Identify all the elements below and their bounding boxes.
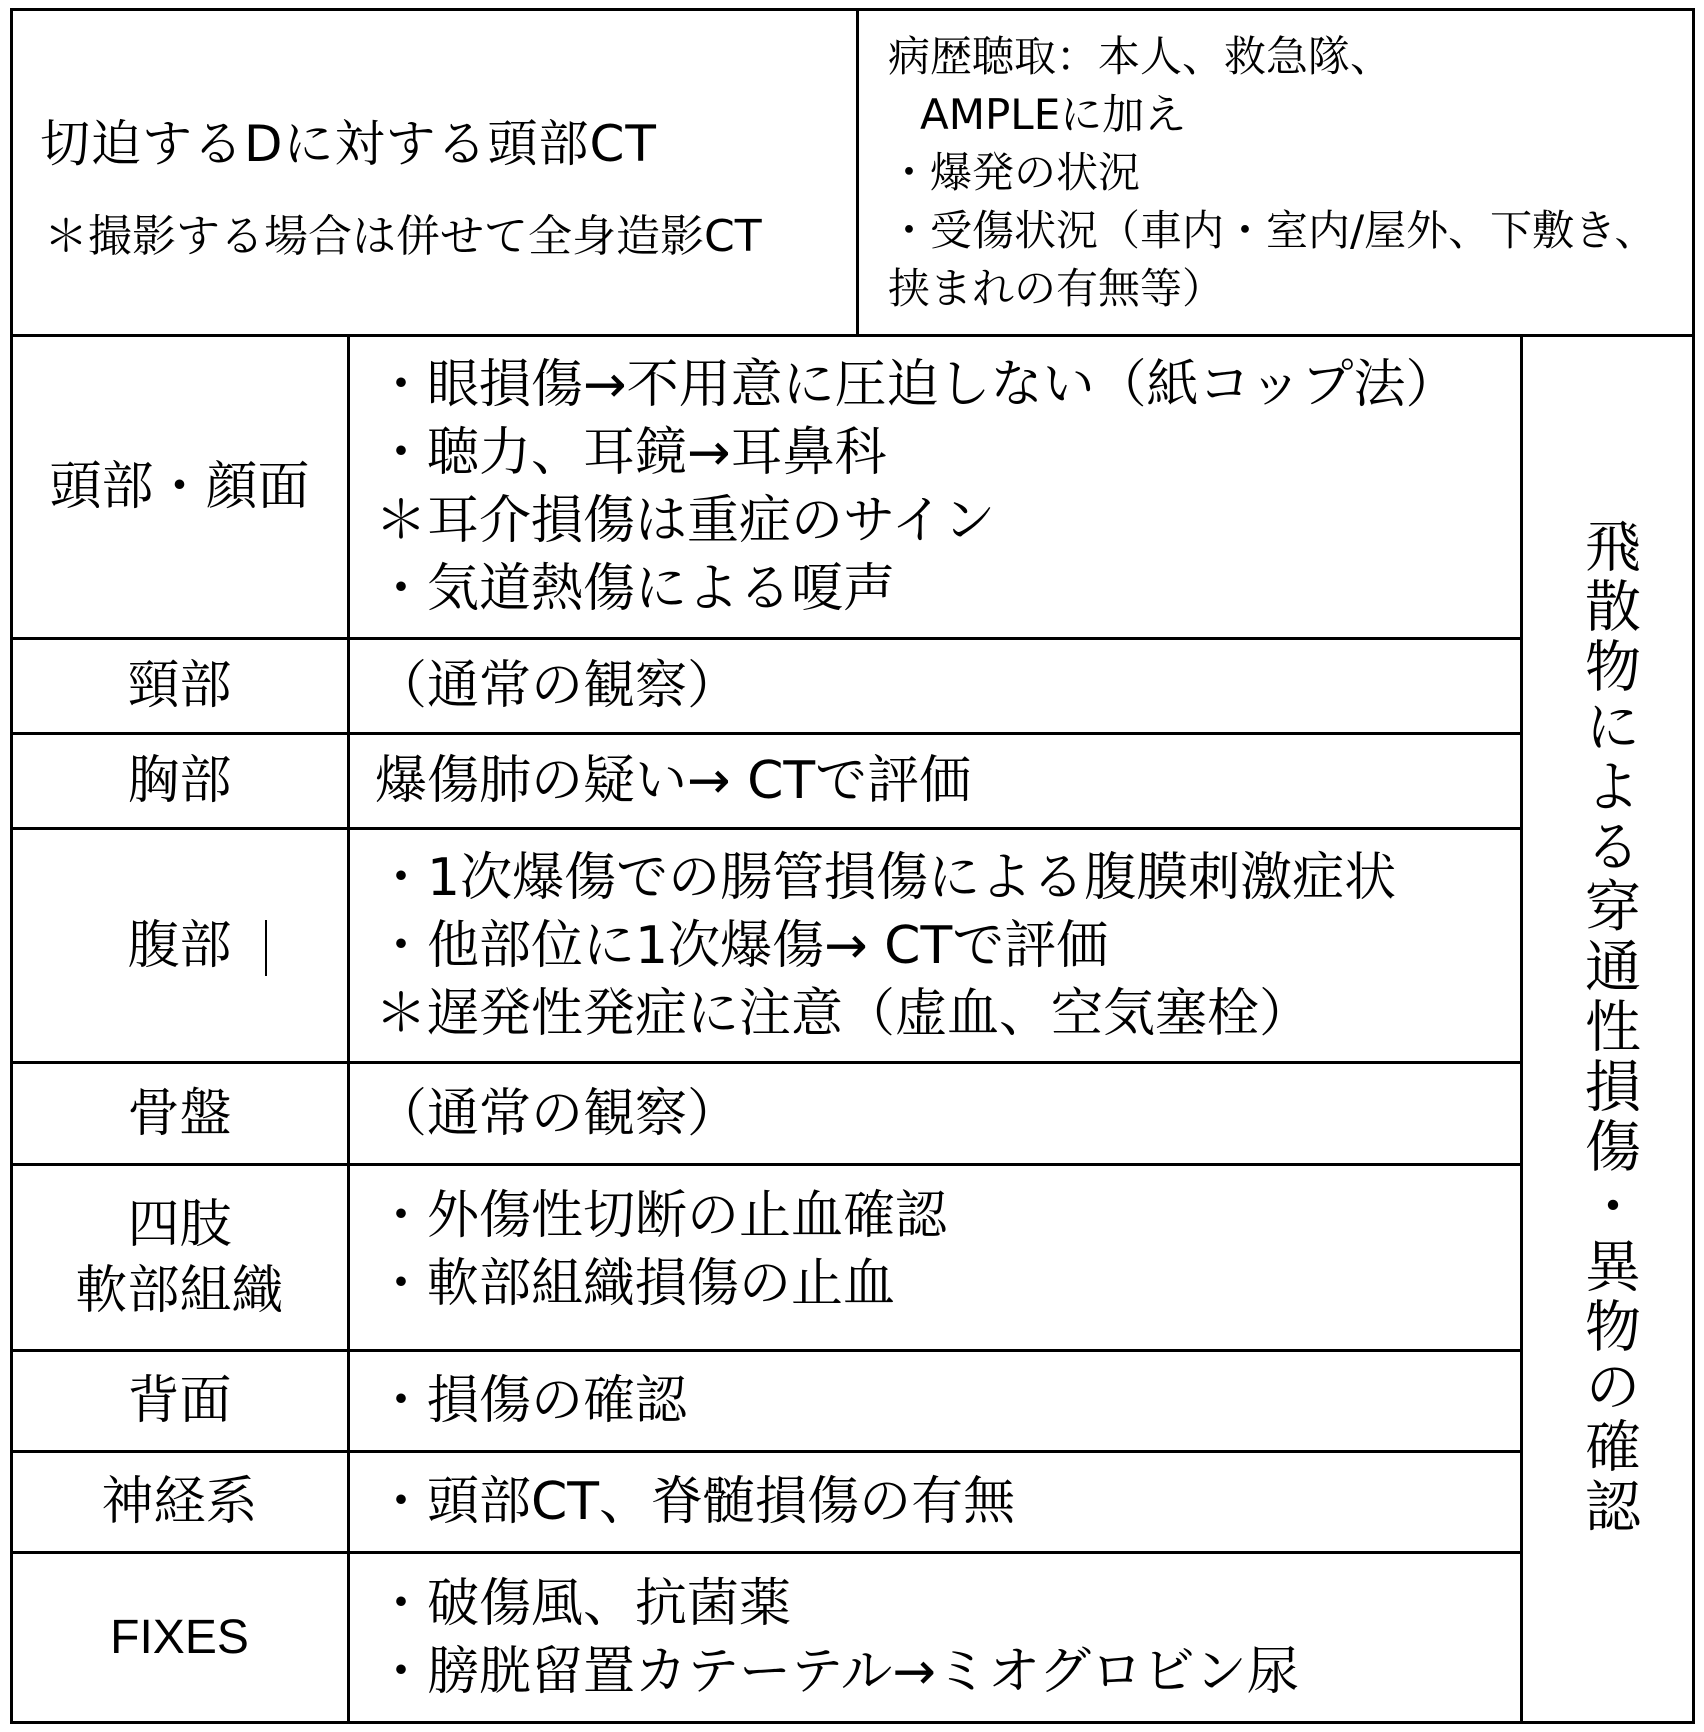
list-item: 爆傷肺の疑い→ CTで評価 (375, 751, 972, 811)
list-item: ・膀胱留置カテーテル→ミオグロビン尿 (375, 1641, 1299, 1702)
top-divider (856, 8, 859, 340)
head-ct-title: 切迫するDに対する頭部CT (40, 115, 657, 173)
row-label-neck: 頸部 (127, 656, 232, 716)
history-line: ・爆発の状況 (888, 148, 1141, 197)
side-note-foreign-body-check (1523, 337, 1693, 1717)
list-item: ・他部位に1次爆傷→ CTで評価 (375, 915, 1109, 976)
row-content-pelvis (375, 1064, 1515, 1163)
list-item: ・頭部CT、脊髄損傷の有無 (375, 1472, 1016, 1532)
label-line: 軟部組織 (75, 1260, 284, 1321)
text-cursor-mark (265, 920, 267, 976)
row-content-neck (375, 640, 1515, 732)
row-label-fixes: FIXES (110, 1610, 249, 1664)
row-label-chest: 胸部 (127, 751, 232, 811)
row-label-nervous-system: 神経系 (101, 1472, 258, 1532)
list-item: ＊耳介損傷は重症のサイン (375, 491, 996, 551)
row-label-back: 背面 (127, 1371, 232, 1431)
row-label-head-face: 頭部・顔面 (49, 457, 310, 517)
row-label-abdomen: 腹部 (127, 915, 232, 976)
list-item: ・気道熱傷による嗄声 (375, 559, 896, 619)
whole-body-ct-note: ＊撮影する場合は併せて全身造影CT (44, 211, 762, 262)
history-taking-block (888, 28, 1688, 318)
row-content-abdomen (375, 830, 1515, 1061)
list-item: ・外傷性切断の止血確認 (375, 1186, 948, 1246)
history-line: AMPLEに加え (920, 90, 1187, 139)
list-item: ・眼損傷→不用意に圧迫しない（紙コップ法） (375, 355, 1458, 415)
history-line: 挟まれの有無等） (888, 264, 1225, 313)
label-column-divider (347, 334, 350, 1724)
list-item: ・1次爆傷での腸管損傷による腹膜刺激症状 (375, 847, 1397, 908)
row-content-fixes (375, 1554, 1515, 1721)
row-label-pelvis: 骨盤 (127, 1083, 232, 1144)
row-content-back (375, 1352, 1515, 1450)
row-content-chest (375, 735, 1515, 827)
list-item: ・軟部組織損傷の止血 (375, 1254, 896, 1314)
list-item: ・損傷の確認 (375, 1371, 688, 1431)
history-line: ・受傷状況（車内・室内/屋外、下敷き、 (888, 206, 1657, 255)
row-content-nervous-system (375, 1453, 1515, 1551)
list-item: ・破傷風、抗菌薬 (375, 1573, 792, 1634)
list-item: （通常の観察） (375, 656, 740, 716)
row-content-head-face (375, 337, 1515, 637)
side-note-text: 飛散物による穿通性損傷・異物の確認 (1576, 517, 1641, 1537)
list-item: ・聴力、耳鏡→耳鼻科 (375, 423, 887, 483)
row-label-limbs-soft-tissue (12, 1166, 347, 1349)
row-content-limbs-soft-tissue (375, 1166, 1515, 1365)
history-line: 病歴聴取：本人、救急隊、 (888, 32, 1393, 81)
list-item: ＊遅発性発症に注意（虚血、空気塞栓） (375, 983, 1312, 1044)
list-item: （通常の観察） (375, 1083, 740, 1144)
label-line: 四肢 (127, 1194, 232, 1255)
